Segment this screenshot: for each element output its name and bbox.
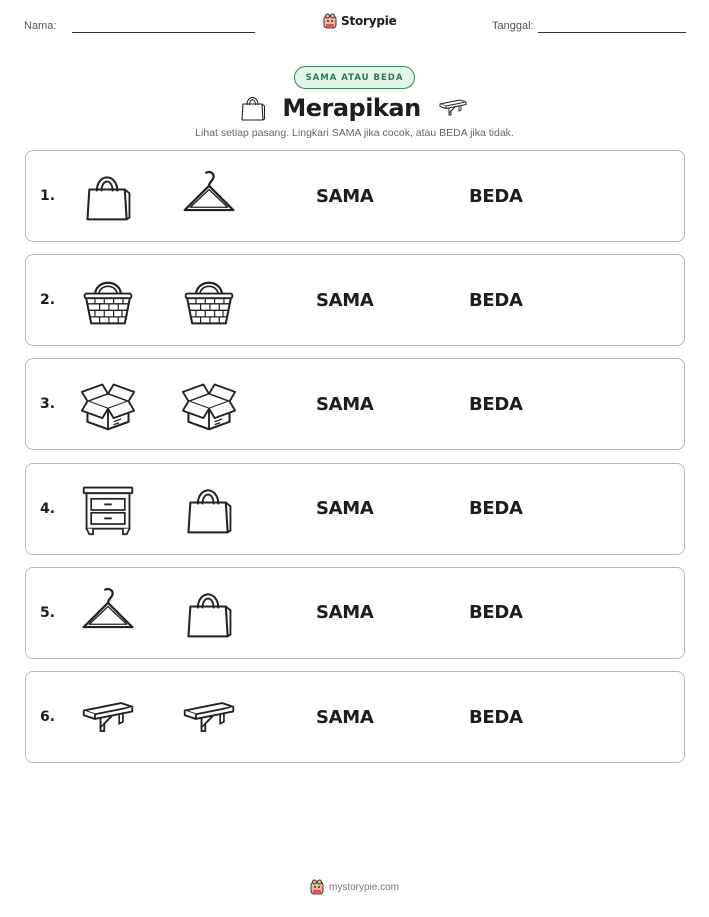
box-icon — [181, 377, 237, 433]
bag-icon — [181, 482, 237, 538]
name-label: Nama: — [24, 20, 57, 32]
brand-name: Storypie — [341, 14, 397, 28]
hanger-icon — [80, 586, 136, 642]
question-row — [25, 567, 685, 659]
question-row — [25, 254, 685, 346]
footer — [0, 879, 709, 895]
option-different[interactable]: BEDA — [469, 393, 523, 415]
shelf-icon — [80, 690, 136, 746]
option-different[interactable]: BEDA — [469, 602, 523, 624]
question-number: 1. — [40, 188, 56, 204]
question-number: 4. — [40, 500, 56, 517]
option-different[interactable]: BEDA — [469, 706, 523, 728]
name-line[interactable] — [72, 32, 255, 33]
storypie-mascot-icon — [310, 879, 324, 895]
question-row — [25, 358, 685, 450]
question-number: 6. — [40, 709, 56, 725]
option-same[interactable]: SAMA — [316, 185, 374, 207]
bag-icon — [181, 586, 237, 642]
date-line[interactable] — [538, 32, 686, 33]
title-bag-icon — [238, 93, 268, 123]
page-title: Merapikan — [282, 94, 421, 122]
nightstand-icon — [80, 482, 136, 538]
option-same[interactable]: SAMA — [316, 498, 374, 520]
storypie-mascot-icon — [323, 13, 337, 29]
option-different[interactable]: BEDA — [469, 498, 523, 520]
question-number: 5. — [40, 604, 56, 621]
option-same[interactable]: SAMA — [316, 393, 374, 415]
brand-logo — [323, 13, 397, 29]
basket-icon — [181, 273, 237, 329]
question-row — [25, 671, 685, 763]
question-row — [25, 150, 685, 242]
option-same[interactable]: SAMA — [316, 602, 374, 624]
footer-url: mystorypie.com — [328, 881, 399, 893]
question-number: 3. — [40, 396, 56, 413]
option-different[interactable]: BEDA — [469, 185, 523, 207]
title-row — [0, 90, 709, 126]
worksheet-type-badge: SAMA ATAU BEDA — [294, 66, 415, 89]
hanger-icon — [181, 169, 237, 225]
question-row — [25, 463, 685, 555]
shelf-icon — [181, 690, 237, 746]
title-shelf-icon — [435, 93, 471, 123]
basket-icon — [80, 273, 136, 329]
instructions: Lihat setiap pasang. Lingkari SAMA jika cocok, atau BEDA jika tidak. — [195, 127, 514, 139]
bag-icon — [80, 169, 136, 225]
option-same[interactable]: SAMA — [316, 289, 374, 311]
question-number: 2. — [40, 292, 56, 309]
option-different[interactable]: BEDA — [469, 289, 523, 311]
date-label: Tanggal: — [492, 20, 534, 32]
option-same[interactable]: SAMA — [316, 706, 374, 728]
box-icon — [80, 377, 136, 433]
